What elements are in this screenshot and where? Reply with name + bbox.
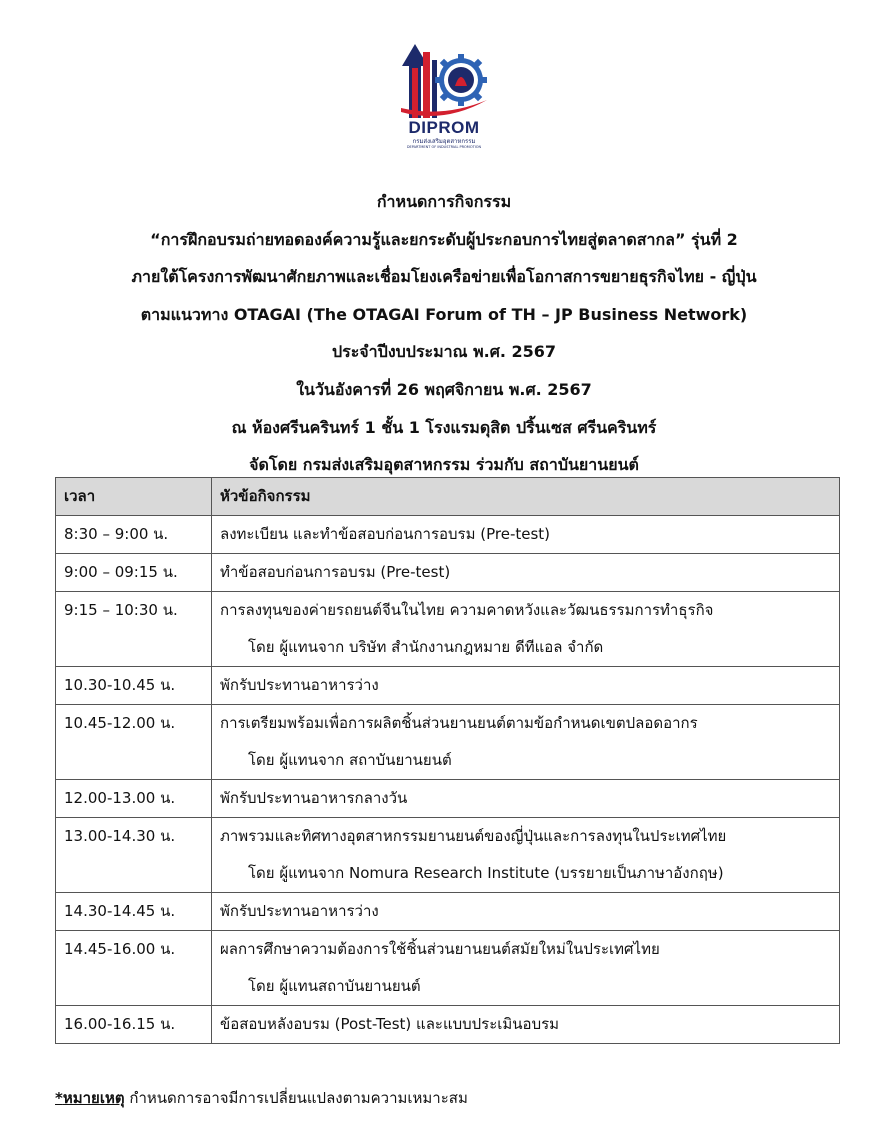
- heading-project: ภายใต้โครงการพัฒนาศักยภาพและเชื่อมโยงเครือข่ายเพื่อโอกาสการขยายธุรกิจไทย - ญี่ปุ่น: [131, 267, 757, 287]
- row-time: 10.30-10.45 น.: [56, 667, 212, 705]
- row-time: 12.00-13.00 น.: [56, 780, 212, 818]
- topic-text: พักรับประทานอาหารว่าง: [220, 676, 379, 694]
- topic-text: ภาพรวมและทิศทางอุตสาหกรรมยานยนต์ของญี่ปุ่นและการลงทุนในประเทศไทย: [220, 827, 727, 845]
- topic-text: พักรับประทานอาหารกลางวัน: [220, 789, 408, 807]
- row-topic: [212, 516, 840, 554]
- heading-date: ในวันอังคารที่ 26 พฤศจิกายน พ.ศ. 2567: [296, 379, 592, 399]
- topic-text: ผลการศึกษาความต้องการใช้ชิ้นส่วนยานยนต์สมัยใหม่ในประเทศไทย: [220, 940, 660, 958]
- row-time: 9:00 – 09:15 น.: [56, 554, 212, 592]
- row-time: 9:15 – 10:30 น.: [56, 592, 212, 667]
- row-topic: [212, 893, 840, 931]
- topic-text: ทำข้อสอบก่อนการอบรม (Pre-test): [220, 563, 451, 581]
- heading-organizer: จัดโดย กรมส่งเสริมอุตสาหกรรม ร่วมกับ สถาบันยานยนต์: [249, 455, 639, 475]
- heading-title: กำหนดการกิจกรรม: [376, 192, 512, 211]
- heading-otagai: ตามแนวทาง OTAGAI (The OTAGAI Forum of TH – JP Business Network): [140, 304, 748, 324]
- table-row: [56, 705, 840, 780]
- topic-text: การเตรียมพร้อมเพื่อการผลิตชิ้นส่วนยานยนต์ตามข้อกำหนดเขตปลอดอากร: [220, 714, 698, 732]
- row-time: 14.45-16.00 น.: [56, 931, 212, 1006]
- topic-text: การลงทุนของค่ายรถยนต์จีนในไทย ความคาดหวังและวัฒนธรรมการทำธุรกิจ: [220, 601, 714, 619]
- diprom-logo: [0, 38, 888, 150]
- speaker-text: โดย ผู้แทนจาก บริษัท สำนักงานกฎหมาย ดีทีแอล จำกัด: [248, 638, 604, 656]
- table-row: [56, 516, 840, 554]
- row-time: 14.30-14.45 น.: [56, 893, 212, 931]
- row-topic: [212, 818, 840, 893]
- row-time: 8:30 – 9:00 น.: [56, 516, 212, 554]
- row-topic: [212, 667, 840, 705]
- speaker-text: โดย ผู้แทนจาก Nomura Research Institute (บรรยายเป็นภาษาอังกฤษ): [248, 864, 724, 882]
- table-row: [56, 931, 840, 1006]
- table-header-row: [56, 478, 840, 516]
- header-topic: หัวข้อกิจกรรม: [212, 478, 840, 516]
- topic-text: พักรับประทานอาหารว่าง: [220, 902, 379, 920]
- speaker-text: โดย ผู้แทนสถาบันยานยนต์: [248, 977, 421, 995]
- row-topic: [212, 1006, 840, 1044]
- footnote-star: *: [55, 1089, 63, 1107]
- row-time: 16.00-16.15 น.: [56, 1006, 212, 1044]
- row-time: 13.00-14.30 น.: [56, 818, 212, 893]
- logo-subtitle: กรมส่งเสริมอุตสาหกรรม: [412, 138, 476, 145]
- schedule-table: [55, 477, 840, 1044]
- table-row: [56, 592, 840, 667]
- row-topic: [212, 780, 840, 818]
- table-row: [56, 667, 840, 705]
- table-row: [56, 893, 840, 931]
- table-row: [56, 780, 840, 818]
- footnote: [55, 1086, 468, 1110]
- heading-venue: ณ ห้องศรีนครินทร์ 1 ชั้น 1 โรงแรมดุสิต ปริ้นเซส ศรีนครินทร์: [231, 417, 657, 437]
- table-row: [56, 554, 840, 592]
- row-topic: [212, 592, 840, 667]
- row-time: 10.45-12.00 น.: [56, 705, 212, 780]
- speaker-text: โดย ผู้แทนจาก สถาบันยานยนต์: [248, 751, 452, 769]
- row-topic: [212, 705, 840, 780]
- heading-fiscal-year: ประจำปีงบประมาณ พ.ศ. 2567: [331, 342, 557, 362]
- table-row: [56, 1006, 840, 1044]
- topic-text: ข้อสอบหลังอบรม (Post-Test) และแบบประเมินอบรม: [220, 1015, 560, 1033]
- diprom-emblem-icon: [399, 38, 489, 120]
- footnote-text: กำหนดการอาจมีการเปลี่ยนแปลงตามความเหมาะสม: [124, 1089, 468, 1107]
- footnote-label: หมายเหตุ: [62, 1089, 125, 1107]
- row-topic: [212, 554, 840, 592]
- logo-subtitle-en: DEPARTMENT OF INDUSTRIAL PROMOTION: [406, 145, 482, 149]
- heading-course: “การฝึกอบรมถ่ายทอดองค์ความรู้และยกระดับผู้ประกอบการไทยสู่ตลาดสากล” รุ่นที่ 2: [150, 229, 738, 249]
- topic-text: ลงทะเบียน และทำข้อสอบก่อนการอบรม (Pre-test): [220, 525, 551, 543]
- logo-wordmark: DIPROM: [408, 118, 480, 137]
- table-row: [56, 818, 840, 893]
- header-time: เวลา: [56, 478, 212, 516]
- document-heading: [0, 183, 888, 484]
- row-topic: [212, 931, 840, 1006]
